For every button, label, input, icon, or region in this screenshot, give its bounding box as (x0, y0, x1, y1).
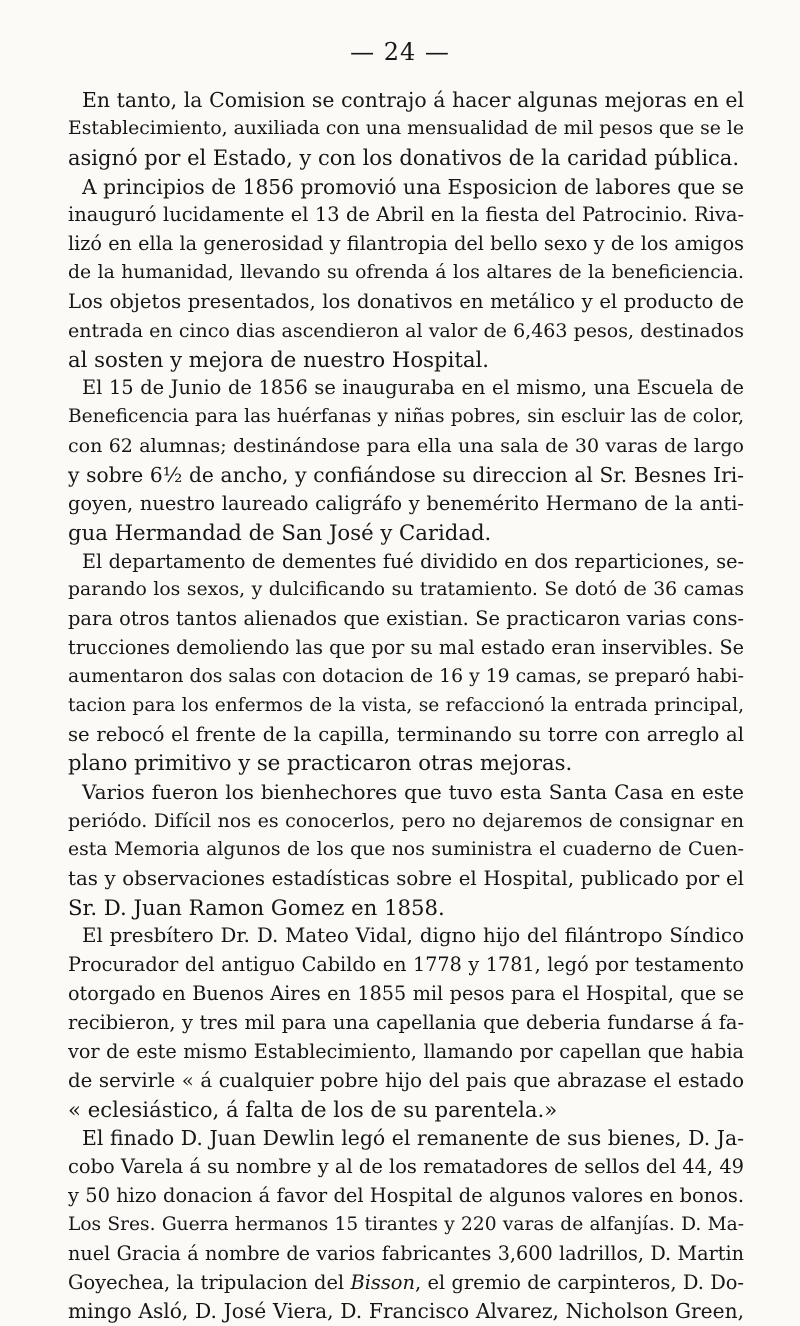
text-line: otorgado en Buenos Aires en 1855 mil pesos para el Hospital, que se (68, 982, 744, 1006)
text-line: Varios fueron los bienhechores que tuvo esta Santa Casa en este (82, 780, 744, 805)
text-line: El departamento de dementes fué dividido en dos reparticiones, se- (82, 549, 744, 573)
text-line: El presbítero Dr. D. Mateo Vidal, digno hijo del filántropo Síndico (82, 924, 744, 948)
text-line: asignó por el Estado, y con los donativos de la caridad pública. (68, 145, 739, 170)
text-line: al sosten y mejora de nuestro Hospital. (68, 346, 490, 372)
italic-ship-name: Bisson (350, 1270, 415, 1294)
text-line: parando los sexos, y dulcificando su tratamiento. Se dotó de 36 camas (68, 579, 744, 601)
text-line: gua Hermandad de San José y Caridad. (68, 519, 492, 545)
text-line: para otros tantos alienados que existian. Se practicaron varias cons- (68, 607, 744, 631)
text-line: mingo Asló, D. José Viera, D. Francisco Alvarez, Nicholson Green, (68, 1299, 744, 1324)
text-line: esta Memoria algunos de los que nos suministra el cuaderno de Cuen- (68, 838, 744, 860)
body-text (68, 86, 744, 1326)
text-line: vor de este mismo Establecimiento, llamando por capellan que habia (68, 1039, 744, 1063)
text-line: aumentaron dos salas con dotacion de 16 y 19 camas, se preparó habi- (68, 665, 744, 687)
text-line: periódo. Difícil nos es conocerlos, pero no dejaremos de consignar en (68, 810, 744, 833)
text-line: El 15 de Junio de 1856 se inauguraba en el mismo, una Escuela de (82, 376, 744, 400)
text-line: plano primitivo y se practicaron otras mejoras. (68, 750, 573, 776)
page-number: — 24 — (350, 38, 450, 66)
text-line: Goyechea, la tripulacion del Bisson, el gremio de carpinteros, D. Do- (68, 1270, 744, 1294)
text-line: A principios de 1856 promovió una Esposicion de labores que se (82, 174, 744, 199)
text-line: En tanto, la Comision se contrajo á hacer algunas mejoras en el (82, 88, 744, 112)
text-line: El finado D. Juan Dewlin legó el remanente de sus bienes, D. Ja- (82, 1126, 744, 1151)
text-line: Sr. D. Juan Ramon Gomez en 1858. (68, 894, 445, 920)
text-line: Establecimiento, auxiliada con una mensualidad de mil pesos que se le (68, 117, 744, 139)
text-line: entrada en cinco dias ascendieron al valor de 6,463 pesos, destinados (68, 319, 744, 342)
text-line: de servirle « á cualquier pobre hijo del pais que abrazase el estado (68, 1068, 744, 1092)
text-line: con 62 alumnas; destinándose para ella una sala de 30 varas de largo (68, 435, 744, 458)
text-line: trucciones demoliendo las que por su mal estado eran inservibles. Se (68, 636, 744, 660)
text-line: lizó en ella la generosidad y filantropia del bello sexo y de los amigos (68, 232, 744, 256)
text-line: « eclesiástico, á falta de los de su parentela.» (68, 1096, 558, 1122)
text-line: inauguró lucidamente el 13 de Abril en la fiesta del Patrocinio. Riva- (68, 203, 744, 227)
text-line: se rebocó el frente de la capilla, terminando su torre con arreglo al (68, 722, 744, 746)
text-line: recibieron, y tres mil para una capellania que deberia fundarse á fa- (68, 1011, 744, 1034)
text-line: Procurador del antiguo Cabildo en 1778 y 1781, legó por testamento (68, 953, 744, 977)
text-line: Los Sres. Guerra hermanos 15 tirantes y 220 varas de alfanjías. D. Ma- (68, 1213, 744, 1235)
text-line: Los objetos presentados, los donativos en metálico y el producto de (68, 289, 744, 313)
text-line: de la humanidad, llevando su ofrenda á los altares de la beneficiencia. (68, 262, 744, 284)
text-line: tas y observaciones estadísticas sobre el Hospital, publicado por el (68, 866, 744, 890)
text-line: tacion para los enfermos de la vista, se refaccionó la entrada principal, (68, 694, 744, 716)
text-line: cobo Varela á su nombre y al de los rematadores de sellos del 44, 49 (68, 1155, 744, 1179)
text-line: y sobre 6½ de ancho, y confiándose su direccion al Sr. Besnes Iri- (68, 462, 744, 487)
text-line: nuel Gracia á nombre de varios fabricantes 3,600 ladrillos, D. Martin (68, 1241, 744, 1265)
text-line: y 50 hizo donacion á favor del Hospital de algunos valores en bonos. (68, 1184, 744, 1208)
text-line: goyen, nuestro laureado caligráfo y benemérito Hermano de la anti- (68, 491, 744, 515)
text-line: Beneficencia para las huérfanas y niñas pobres, sin escluir las de color, (68, 406, 744, 428)
